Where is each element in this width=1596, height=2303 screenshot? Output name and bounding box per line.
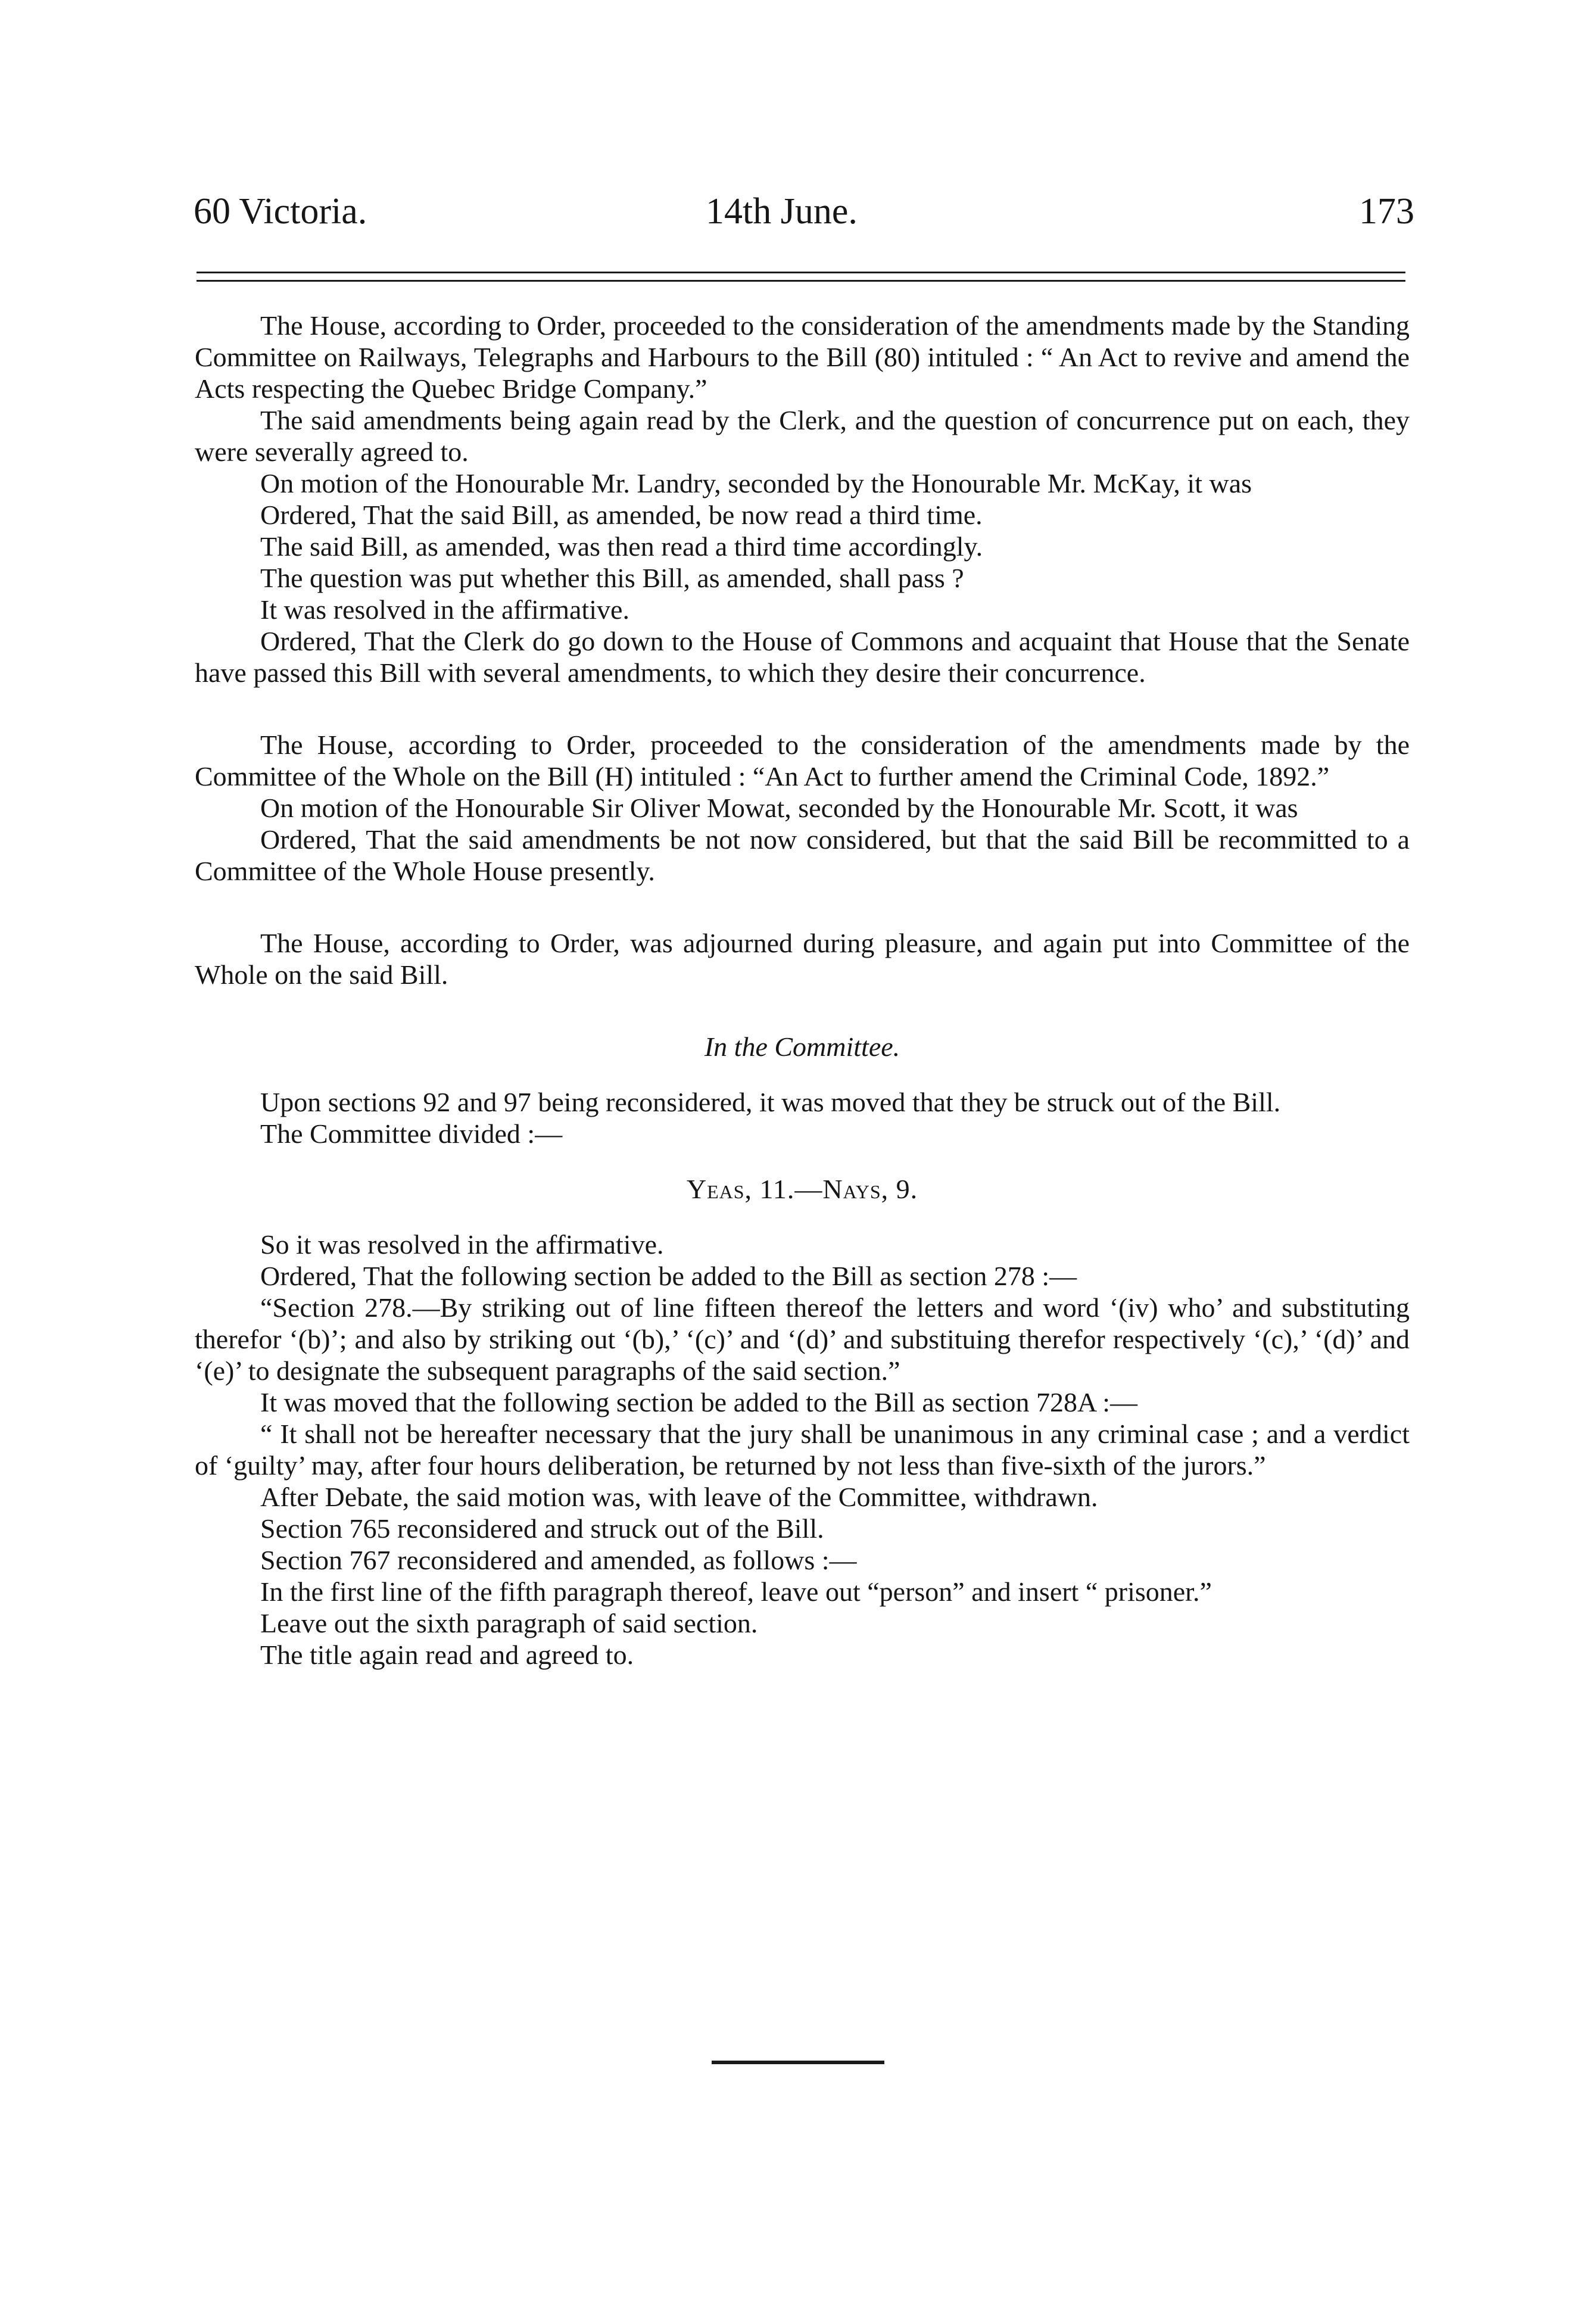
paragraph: The title again read and agreed to. [260,1640,634,1670]
paragraph: Ordered, That the Clerk do go down to the House of Commons and acquaint that House that the Senate have passed this Bill with several amendments, to which they desire their concurrence. [195,626,1410,688]
quoted-section: “ It shall not be hereafter necessary that the jury shall be unanimous in any criminal case ; and a verdict of ‘guilty’ may, after four hours deliberation, be returned by not less than five-sixth of the jurors.” [195,1419,1410,1481]
paragraph: The question was put whether this Bill, as amended, shall pass ? [260,563,964,593]
paragraph: The House, according to Order, was adjourned during pleasure, and again put into Committee of the Whole on the said Bill. [195,928,1410,990]
paragraph: Ordered, That the said amendments be not now considered, but that the said Bill be recommitted to a Committee of the Whole House presently. [195,824,1410,886]
header-rule-bottom [197,280,1405,282]
paragraph: After Debate, the said motion was, with leave of the Committee, withdrawn. [260,1482,1098,1512]
paragraph: Leave out the sixth paragraph of said section. [260,1608,758,1638]
paragraph: The said Bill, as amended, was then read a third time accordingly. [260,531,983,562]
header-session: 60 Victoria. [194,191,367,232]
paragraph: So it was resolved in the affirmative. [260,1229,664,1260]
paragraph: In the first line of the fifth paragraph thereof, leave out “person” and insert “ prisoner.” [260,1576,1212,1607]
page-number: 173 [1359,191,1414,232]
paragraph: Section 765 reconsidered and struck out of the Bill. [260,1513,824,1544]
paragraph: It was resolved in the affirmative. [260,594,629,625]
section-gap [195,1205,1410,1229]
paragraph: The House, according to Order, proceeded to the consideration of the amendments made by the Committee of the Whole on the Bill (H) intituled : “An Act to further amend the Criminal Code, 1892.” [195,730,1410,791]
paragraph: Section 767 reconsidered and amended, as follows :— [260,1545,857,1575]
paragraph: Upon sections 92 and 97 being reconsidered, it was moved that they be struck out of the Bill. [260,1087,1281,1117]
paragraph: Ordered, That the said Bill, as amended, be now read a third time. [260,500,983,530]
quoted-section: “Section 278.—By striking out of line fifteen thereof the letters and word ‘(iv) who’ and substituting therefor ‘(b)’; and also by striking out ‘(b),’ ‘(c)’ and ‘(d)’ and substituing therefor respectively ‘(c),’ ‘(d)’ and ‘(e)’ to designate the subsequent paragraphs of the said section.” [195,1292,1410,1386]
header-date: 14th June. [706,191,858,232]
section-gap [195,1149,1410,1173]
journal-body [195,310,1410,1671]
section-gap [195,990,1410,1031]
end-rule [712,2061,884,2064]
paragraph: The Committee divided :— [260,1118,563,1149]
paragraph: On motion of the Honourable Mr. Landry, seconded by the Honourable Mr. McKay, it was [260,468,1252,498]
paragraph: On motion of the Honourable Sir Oliver Mowat, seconded by the Honourable Mr. Scott, it was [260,793,1298,823]
committee-heading: In the Committee. [704,1031,900,1062]
header-rule-top [197,272,1405,273]
paragraph: The said amendments being again read by the Clerk, and the question of concurrence put on each, they were severally agreed to. [195,405,1410,467]
section-gap [195,688,1410,729]
section-gap [195,887,1410,927]
page-header [194,191,1414,244]
paragraph: The House, according to Order, proceeded to the consideration of the amendments made by the Standing Committee on Railways, Telegraphs and Harbours to the Bill (80) intituled : “ An Act to revive and amend the Acts respecting the Quebec Bridge Company.” [195,310,1410,404]
paragraph: It was moved that the following section be added to the Bill as section 728A :— [260,1387,1138,1417]
section-gap [195,1062,1410,1086]
division-result: Yeas, 11.—Nays, 9. [686,1174,918,1204]
paragraph: Ordered, That the following section be added to the Bill as section 278 :— [260,1261,1077,1291]
